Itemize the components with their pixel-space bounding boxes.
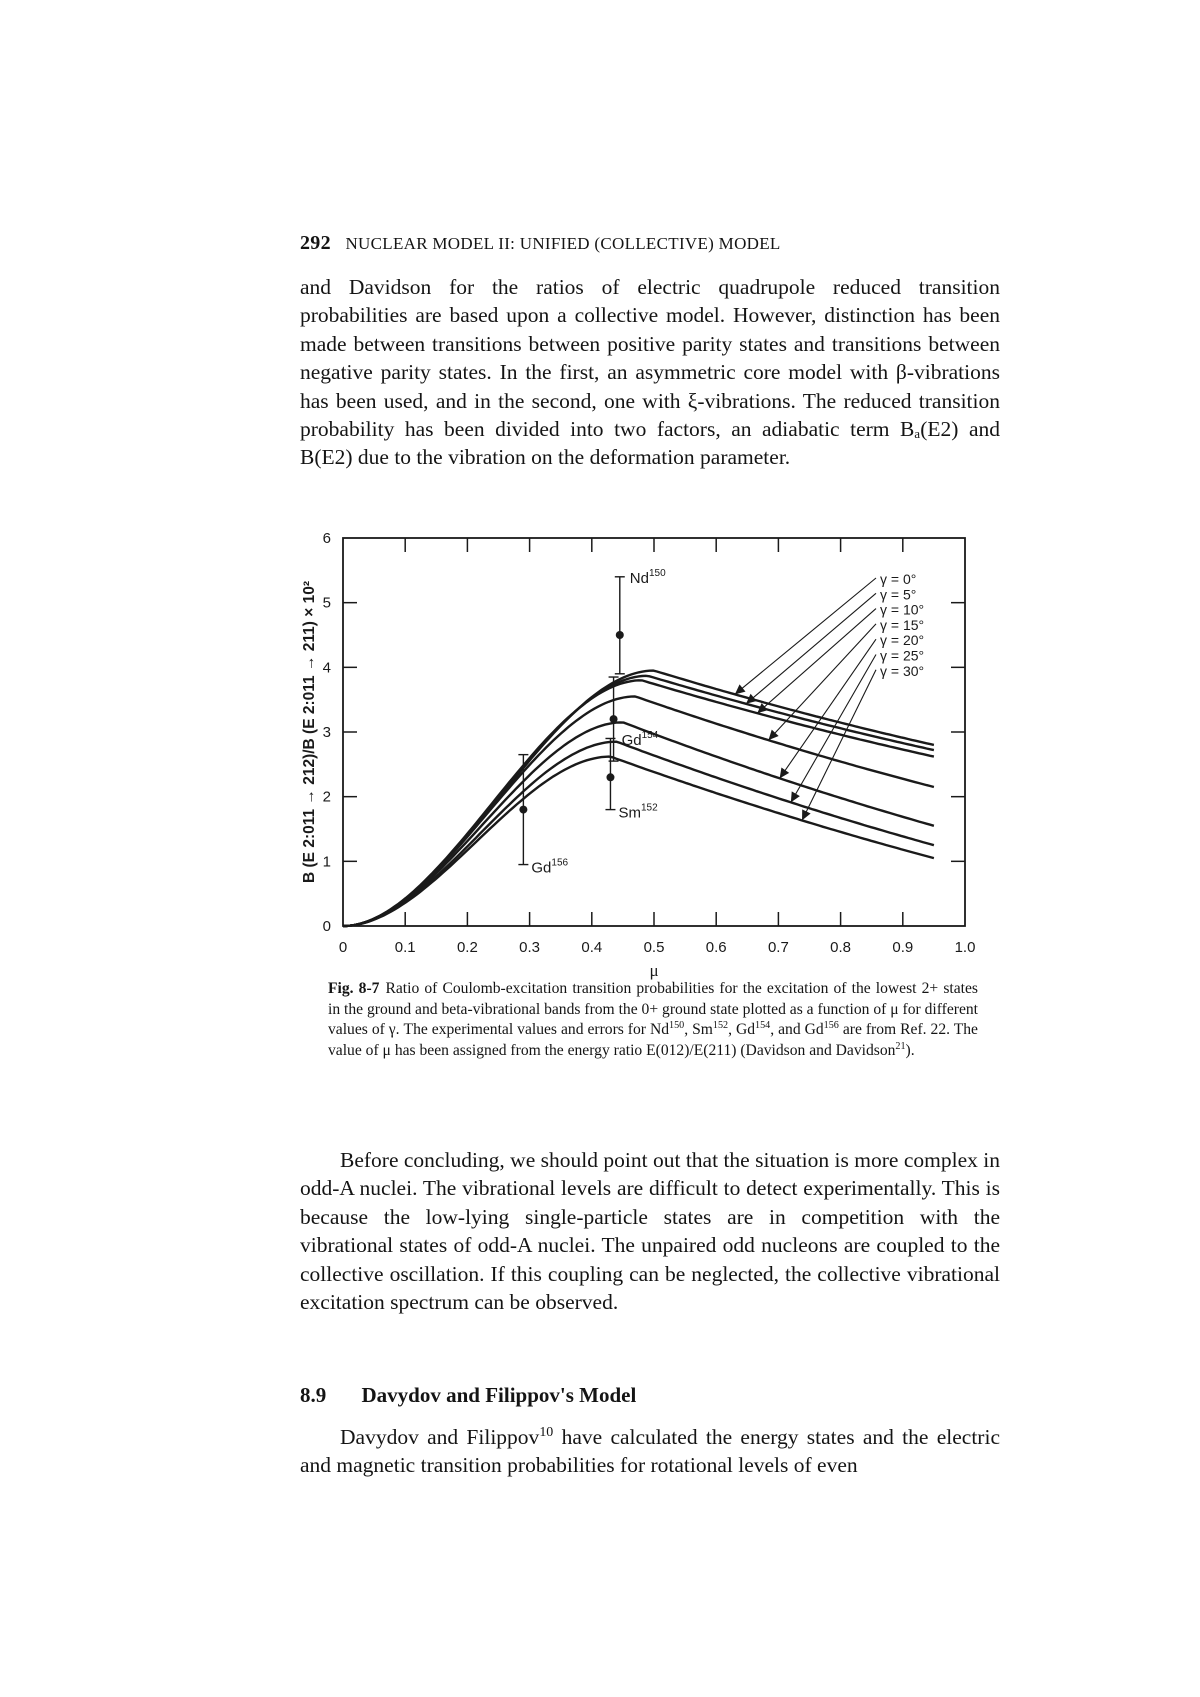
x-tick-label: 0.7	[767, 939, 789, 956]
caption-sep-3: , and Gd	[770, 1021, 824, 1039]
legend-label: γ = 10°	[880, 601, 925, 618]
legend-arrowhead	[735, 684, 746, 694]
legend-label: γ = 5°	[880, 586, 917, 603]
point-label: Gd$^{156}$	[531, 857, 569, 877]
point-label: Sm$^{152}$	[618, 802, 658, 822]
paragraph-3	[300, 1423, 1000, 1480]
y-tick-label: 1	[322, 853, 331, 871]
series-line	[343, 722, 934, 926]
y-tick-label: 6	[322, 530, 331, 547]
x-tick-label: 0.1	[394, 939, 416, 956]
x-tick-label: 0	[338, 939, 348, 956]
paragraph-2-text: Before concluding, we should point out that the situation is more complex in odd-A nuclei. The vibrational levels are difficult to detect experimentally. This is because the low-lying single-particle states are in competition with the vibrational states of odd-A nuclei. The unpaired odd nucleons are coupled to the collective oscillation. If this coupling can be neglected, the collective vibrational excitation spectrum can be observed.	[300, 1148, 1000, 1315]
paragraph-3-start: Davydov and Filippov	[340, 1425, 540, 1449]
point-label-mass: 150	[648, 567, 666, 579]
caption-text-2: are from Ref. 22. The value of μ has been assigned from the energy ratio E(012)/E(211) (Davidson and Davidson	[328, 1021, 978, 1059]
x-tick-label: 0.5	[643, 939, 665, 956]
x-tick-label: 0.4	[581, 939, 603, 956]
caption-gd156-mass: 156	[823, 1020, 839, 1031]
legend-label: γ = 15°	[880, 616, 925, 633]
caption-gd154-mass: 154	[755, 1020, 771, 1031]
x-tick-label: 0.3	[519, 939, 541, 956]
series-line	[343, 680, 934, 926]
figure-label: Fig. 8-7	[328, 980, 380, 997]
y-tick-label: 4	[322, 659, 331, 677]
y-axis-label: B (E 2:011 → 212)/B (E 2:011 → 211) × 10²	[301, 581, 318, 883]
legend-arrowhead	[791, 791, 800, 802]
series-line	[343, 757, 934, 926]
caption-ref: 21	[895, 1040, 906, 1052]
data-point	[616, 631, 624, 639]
caption-sm-mass: 152	[712, 1020, 729, 1031]
point-label-mass: 152	[640, 802, 658, 814]
caption-sep-2: , Gd	[728, 1021, 756, 1039]
caption-end: ).	[905, 1041, 915, 1059]
legend-label: γ = 0°	[880, 571, 917, 587]
figure-caption	[328, 979, 978, 1061]
x-tick-label: 1.0	[954, 939, 976, 956]
legend-label: γ = 25°	[880, 647, 925, 664]
point-label-mass: 154	[641, 730, 659, 742]
section-heading	[300, 1383, 636, 1408]
y-tick-label: 0	[322, 918, 331, 935]
paragraph-1-text: and Davidson for the ratios of electric quadrupole reduced transition probabilities are based upon a collective model. However, distinction has been made between transitions between positive parity states and transitions between negative parity states. In the first, an asymmetric core model with β-vibrations has been used, and in the second, one with ξ-vibrations. The reduced transition probability has been divided into two factors, an adiabatic term Bₐ(E2) and B(E2) due to the vibration on the deformation parameter.	[300, 275, 1000, 470]
x-axis-label: μ	[649, 961, 659, 980]
data-point	[519, 806, 527, 814]
legend-label: γ = 20°	[880, 632, 925, 649]
data-point	[606, 773, 614, 781]
paragraph-3-ref: 10	[539, 1424, 554, 1440]
y-tick-label: 2	[322, 788, 331, 806]
y-tick-label: 3	[322, 724, 331, 741]
legend-pointer	[735, 578, 876, 694]
point-label-mass: 156	[551, 857, 569, 869]
x-tick-label: 0.9	[892, 939, 914, 956]
paragraph-2	[300, 1146, 1000, 1316]
point-label: Gd$^{154}$	[621, 730, 659, 750]
caption-nd-mass: 150	[669, 1020, 685, 1031]
paragraph-3-text	[300, 1423, 1000, 1480]
series-line	[343, 676, 934, 926]
page-number: 292	[300, 232, 331, 254]
section-number: 8.9	[300, 1383, 327, 1407]
point-label: Nd$^{150}$	[629, 567, 666, 587]
legend-arrowhead	[780, 767, 790, 778]
running-title: NUCLEAR MODEL II: UNIFIED (COLLECTIVE) MODEL	[345, 234, 781, 253]
caption-sep-1: , Sm	[684, 1021, 713, 1039]
x-tick-label: 0.6	[705, 939, 727, 956]
x-tick-label: 0.8	[830, 939, 852, 956]
data-point	[610, 715, 618, 723]
legend-pointer	[746, 593, 876, 703]
paragraph-3-rest: have calculated the energy states and the electric and magnetic transition probabilities for rotational levels of even	[300, 1425, 1000, 1478]
section-title: Davydov and Filippov's Model	[361, 1383, 637, 1407]
caption-text-1: Ratio of Coulomb-excitation transition probabilities for the excitation of the lowest 2+ states in the ground and beta-vibrational bands from the 0+ ground state plotted as a function of μ for different values of γ. The experimental values and errors for Nd	[328, 980, 978, 1039]
legend-label: γ = 30°	[880, 662, 925, 679]
x-tick-label: 0.2	[456, 939, 478, 956]
y-tick-label: 5	[322, 594, 331, 612]
